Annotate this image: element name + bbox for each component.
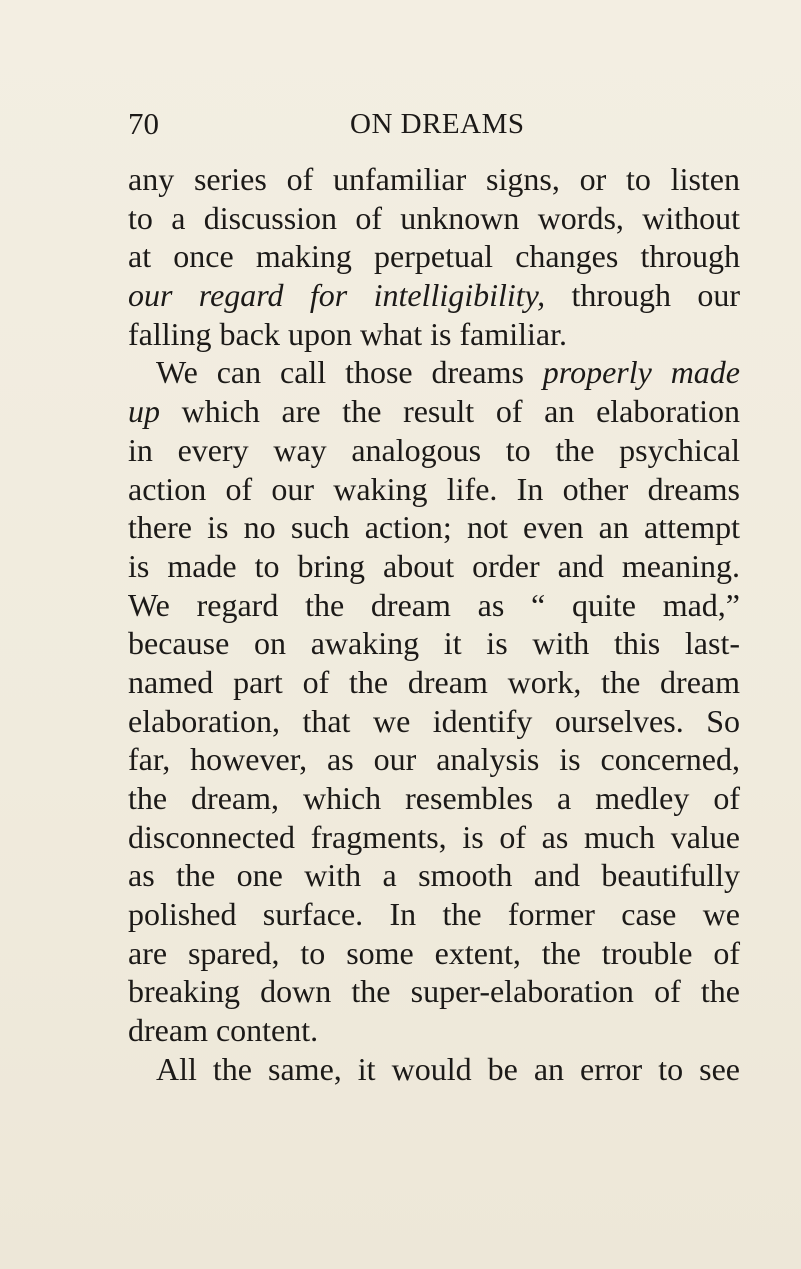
text-line <box>128 1011 740 1050</box>
text-run: there is no such action; not even an attempt <box>128 509 740 546</box>
text-line <box>128 740 740 779</box>
text-line <box>128 818 740 857</box>
italic-text: properly made <box>542 354 741 391</box>
text-line <box>128 663 740 702</box>
text-run: far, however, as our analysis is concerned, <box>128 741 740 778</box>
text-run: disconnected fragments, is of as much value <box>128 818 740 855</box>
text-run: We regard the dream as “ quite mad,” <box>128 586 740 623</box>
text-run: through our <box>545 277 740 314</box>
text-run: at once making perpetual changes through <box>128 238 740 275</box>
text-run: dream content. <box>128 1012 319 1049</box>
text-line <box>128 431 740 470</box>
text-line <box>128 160 740 199</box>
page-number: 70 <box>128 106 159 141</box>
text-line <box>128 470 740 509</box>
text-run: any series of unfamiliar signs, or to listen <box>128 161 740 197</box>
text-run: to a discussion of unknown words, without <box>128 199 740 236</box>
text-run: the dream, which resembles a medley of <box>128 780 740 816</box>
running-title: ON DREAMS <box>350 108 525 140</box>
text-run: as the one with a smooth and beautifully <box>128 857 740 894</box>
italic-text: our regard for intelligibility, <box>128 277 546 314</box>
text-line <box>128 624 740 663</box>
text-run: breaking down the super-elaboration of the <box>128 973 740 1010</box>
text-line <box>128 972 740 1011</box>
text-line <box>128 547 740 586</box>
text-run: which are the result of an elaboration <box>160 393 740 430</box>
text-run: All the same, it would be an error to see <box>156 1050 740 1087</box>
text-line <box>128 315 740 354</box>
text-run: elaboration, that we identify ourselves. So <box>128 702 740 739</box>
text-run: because on awaking it is with this last- <box>128 625 740 662</box>
italic-text: up <box>128 393 160 430</box>
text-line <box>128 199 740 238</box>
text-line <box>128 702 740 741</box>
text-run: falling back upon what is familiar. <box>128 315 567 352</box>
text-line <box>128 895 740 934</box>
text-line <box>128 353 740 392</box>
text-line <box>128 276 740 315</box>
text-run: named part of the dream work, the dream <box>128 663 740 700</box>
text-line <box>128 1050 740 1089</box>
text-run: are spared, to some extent, the trouble of <box>128 934 740 971</box>
text-line <box>128 508 740 547</box>
text-line <box>128 586 740 625</box>
text-run: We can call those dreams <box>156 354 543 391</box>
text-run: action of our waking life. In other dreams <box>128 470 740 507</box>
text-line <box>128 392 740 431</box>
text-run: in every way analogous to the psychical <box>128 431 740 468</box>
text-run: polished surface. In the former case we <box>128 896 740 933</box>
text-line <box>128 934 740 973</box>
text-line <box>128 856 740 895</box>
body-text <box>128 160 740 1089</box>
text-run: is made to bring about order and meaning. <box>128 547 740 584</box>
page-header <box>128 106 598 142</box>
text-line <box>128 779 740 818</box>
text-line <box>128 237 740 276</box>
